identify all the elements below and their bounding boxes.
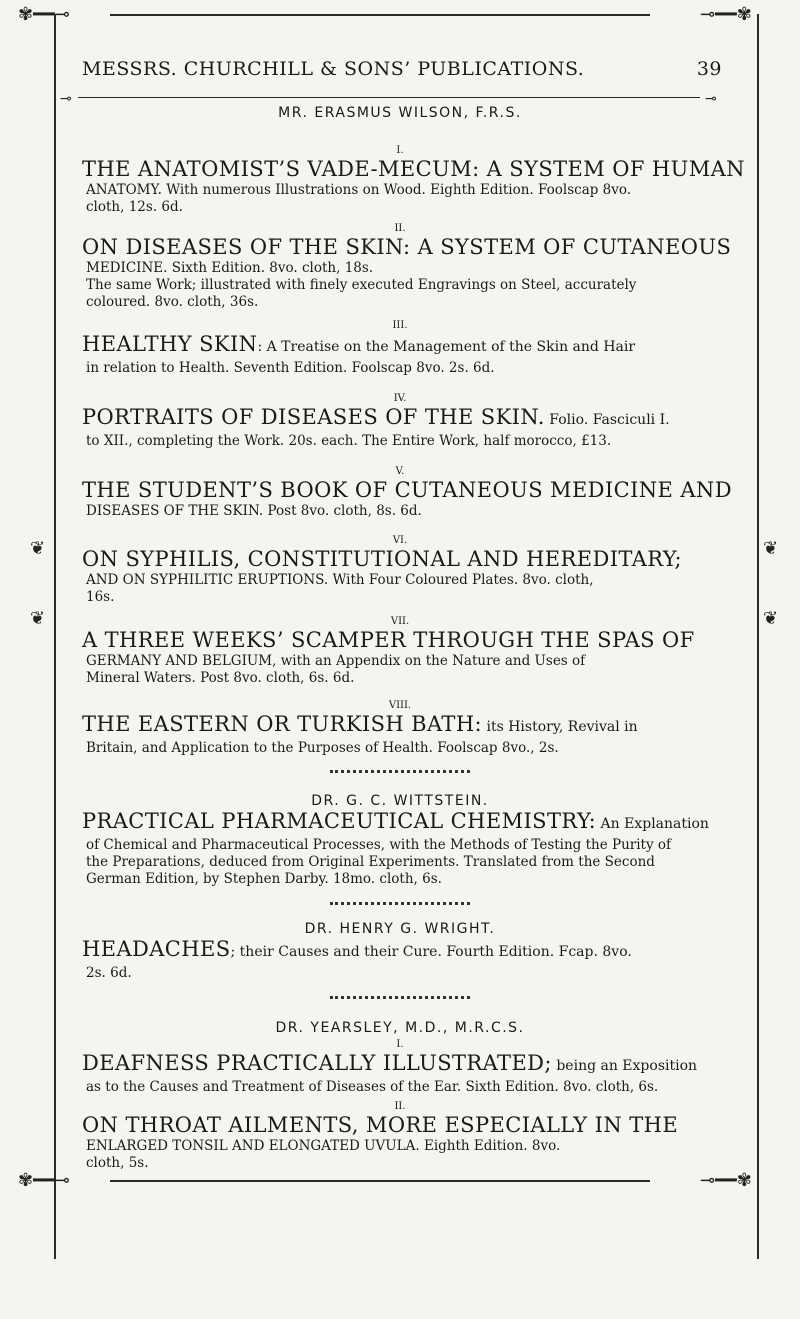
book-description-line: Britain, and Application to the Purposes of Health. Foolscap 8vo., 2s. <box>86 740 559 756</box>
book-description-line: cloth, 5s. <box>86 1155 149 1171</box>
corner-ornament-bottom-right: ⊸━━✾ <box>700 1170 752 1191</box>
entry-number: I. <box>396 145 404 156</box>
side-ornament-right-1: ❦ <box>763 538 779 559</box>
entry-number: I. <box>396 1039 404 1050</box>
section-divider <box>330 898 470 905</box>
book-entry <box>82 331 742 377</box>
subrule-ornament-right: ⊸ <box>705 91 717 107</box>
page-header <box>82 58 722 88</box>
entry-number: VII. <box>390 616 410 627</box>
book-title <box>82 808 742 837</box>
book-title <box>82 936 742 965</box>
book-description-line: GERMANY AND BELGIUM, with an Appendix on the Nature and Uses of <box>86 653 586 669</box>
section-divider <box>330 766 470 773</box>
entry-number: III. <box>392 320 408 331</box>
book-title <box>82 331 742 360</box>
book-entry <box>82 546 742 606</box>
book-description-line: DISEASES OF THE SKIN. Post 8vo. cloth, 8s. 6d. <box>86 503 422 519</box>
book-title <box>82 1050 742 1079</box>
author-wittstein: DR. G. C. WITTSTEIN. <box>311 793 489 809</box>
book-title-main: PRACTICAL PHARMACEUTICAL CHEMISTRY: <box>82 809 597 833</box>
subrule-ornament-left: ⊸ <box>60 91 72 107</box>
author-wright: DR. HENRY G. WRIGHT. <box>304 921 496 937</box>
book-entry <box>82 156 745 216</box>
entry-number: II. <box>394 1101 406 1112</box>
side-ornament-right-2: ❦ <box>763 608 779 629</box>
book-description-line: ENLARGED TONSIL AND ELONGATED UVULA. Eighth Edition. 8vo. <box>86 1138 561 1154</box>
side-ornament-left-1: ❦ <box>30 538 46 559</box>
book-title-main: PORTRAITS OF DISEASES OF THE SKIN. <box>82 405 545 429</box>
side-ornament-left-2: ❦ <box>30 608 46 629</box>
book-description-line: the Preparations, deduced from Original Experiments. Translated from the Second <box>86 854 655 870</box>
page-number: 39 <box>696 58 722 80</box>
corner-ornament-bottom-left: ✾━━⊸ <box>18 1170 70 1191</box>
book-title: ON DISEASES OF THE SKIN: A SYSTEM OF CUTANEOUS <box>82 235 732 259</box>
book-entry <box>82 1050 742 1096</box>
book-description-line: The same Work; illustrated with finely executed Engravings on Steel, accurately <box>86 277 637 293</box>
book-entry <box>82 477 742 520</box>
book-description-line: to XII., completing the Work. 20s. each. The Entire Work, half morocco, £13. <box>86 433 612 449</box>
book-entry <box>82 1112 742 1172</box>
book-title: THE ANATOMIST’S VADE-MECUM: A SYSTEM OF HUMAN <box>82 157 745 181</box>
book-entry <box>82 234 742 311</box>
entry-number: IV. <box>393 393 407 404</box>
header-title: MESSRS. CHURCHILL & SONS’ PUBLICATIONS. <box>82 58 585 80</box>
book-title-tail: Folio. Fasciculi I. <box>544 412 670 428</box>
left-border-rule <box>54 14 56 1259</box>
book-description-line: Mineral Waters. Post 8vo. cloth, 6s. 6d. <box>86 670 355 686</box>
book-entry <box>82 627 742 687</box>
book-title: ON THROAT AILMENTS, MORE ESPECIALLY IN THE <box>82 1113 679 1137</box>
book-entry <box>82 808 742 888</box>
book-description-line: German Edition, by Stephen Darby. 18mo. cloth, 6s. <box>86 871 442 887</box>
book-title-tail: An Explanation <box>596 816 709 832</box>
book-description-line: in relation to Health. Seventh Edition. Foolscap 8vo. 2s. 6d. <box>86 360 495 376</box>
book-title-tail: its History, Revival in <box>482 719 638 735</box>
right-border-rule <box>757 14 759 1259</box>
book-entry <box>82 404 742 450</box>
book-description-line: cloth, 12s. 6d. <box>86 199 183 215</box>
book-title <box>82 404 742 433</box>
book-entry <box>82 711 742 757</box>
book-title-tail: : A Treatise on the Management of the Skin and Hair <box>257 339 636 355</box>
bottom-rule <box>110 1180 650 1182</box>
author-wilson: MR. ERASMUS WILSON, F.R.S. <box>278 105 522 121</box>
book-description-line: of Chemical and Pharmaceutical Processes, with the Methods of Testing the Purity of <box>86 837 672 853</box>
book-title: THE STUDENT’S BOOK OF CUTANEOUS MEDICINE AND <box>82 478 732 502</box>
header-rule <box>78 97 700 98</box>
book-description-line: coloured. 8vo. cloth, 36s. <box>86 294 259 310</box>
book-title: ON SYPHILIS, CONSTITUTIONAL AND HEREDITARY; <box>82 547 682 571</box>
top-rule <box>110 14 650 16</box>
book-title-main: DEAFNESS PRACTICALLY ILLUSTRATED; <box>82 1051 552 1075</box>
book-title: A THREE WEEKS’ SCAMPER THROUGH THE SPAS OF <box>82 628 695 652</box>
entry-number: V. <box>395 466 405 477</box>
book-description-line: 16s. <box>86 589 115 605</box>
book-title-main: THE EASTERN OR TURKISH BATH: <box>82 712 483 736</box>
book-entry <box>82 936 742 982</box>
book-title-tail: ; their Causes and their Cure. Fourth Edition. Fcap. 8vo. <box>230 944 632 960</box>
entry-number: II. <box>394 223 406 234</box>
book-description-line: MEDICINE. Sixth Edition. 8vo. cloth, 18s. <box>86 260 374 276</box>
corner-ornament-top-right: ⊸━━✾ <box>700 4 752 25</box>
book-title <box>82 711 742 740</box>
book-title-main: HEALTHY SKIN <box>82 332 258 356</box>
book-description-line: as to the Causes and Treatment of Diseases of the Ear. Sixth Edition. 8vo. cloth, 6s. <box>86 1079 659 1095</box>
corner-ornament-top-left: ✾━━⊸ <box>18 4 70 25</box>
book-description-line: 2s. 6d. <box>86 965 132 981</box>
entry-number: VIII. <box>388 700 412 711</box>
book-description-line: ANATOMY. With numerous Illustrations on Wood. Eighth Edition. Foolscap 8vo. <box>86 182 632 198</box>
author-yearsley: DR. YEARSLEY, M.D., M.R.C.S. <box>275 1020 525 1036</box>
entry-number: VI. <box>392 535 408 546</box>
book-title-tail: being an Exposition <box>551 1058 698 1074</box>
book-description-line: AND ON SYPHILITIC ERUPTIONS. With Four Coloured Plates. 8vo. cloth, <box>86 572 594 588</box>
book-title-main: HEADACHES <box>82 937 231 961</box>
section-divider <box>330 992 470 999</box>
